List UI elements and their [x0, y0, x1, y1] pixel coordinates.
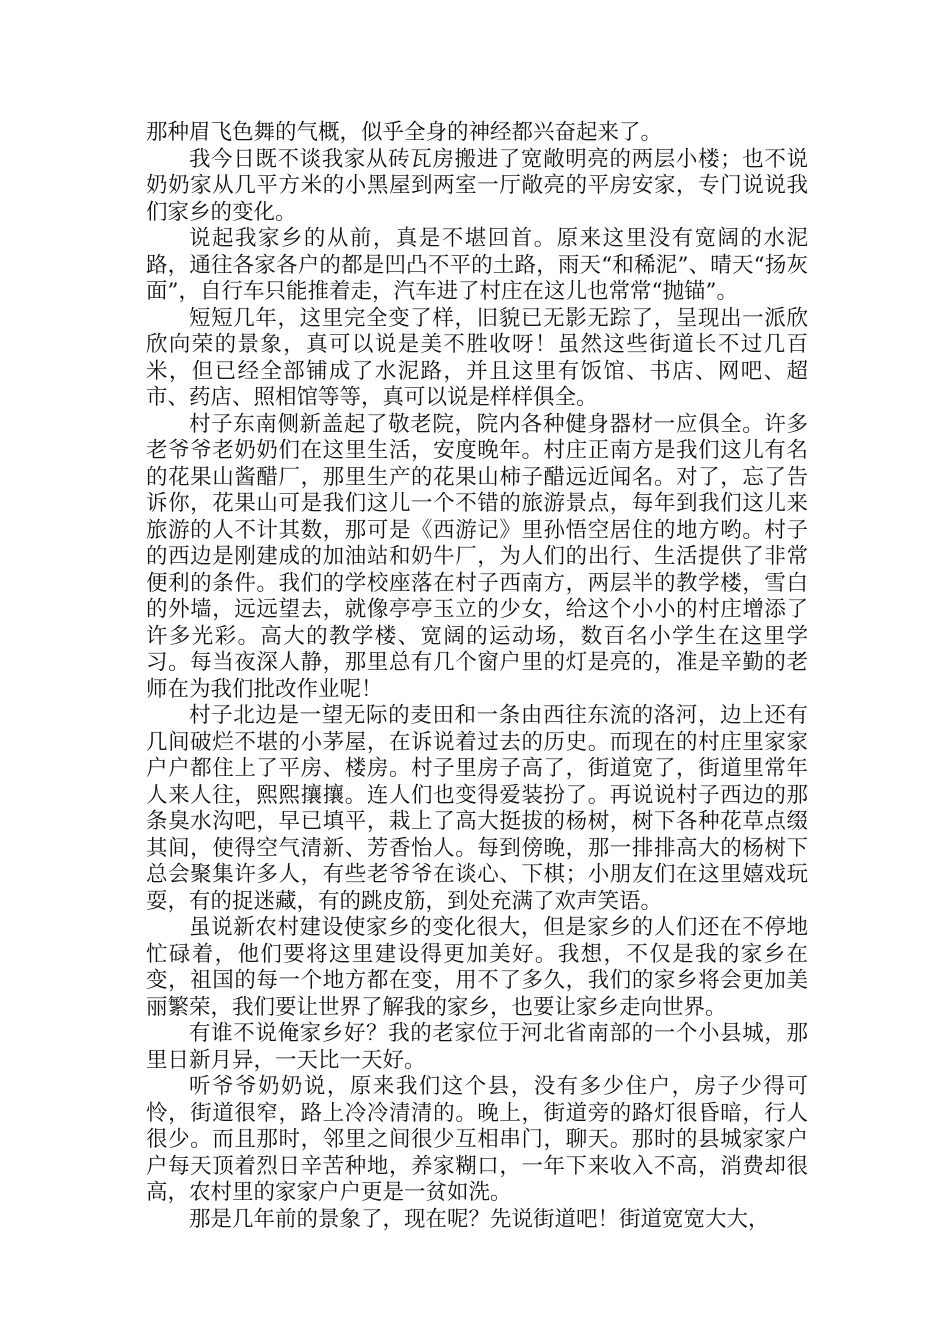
paragraph-7: 虽说新农村建设使家乡的变化很大，但是家乡的人们还在不停地忙碌着，他们要将这里建设得更加美好。我想，不仅是我的家乡在变，祖国的每一个地方都在变，用不了多久，我们的家乡将会更加美丽繁荣，我们要让世界了解我的家乡，也要让家乡走向世界。 [146, 915, 808, 1020]
paragraph-10: 那是几年前的景象了，现在呢？先说街道吧！街道宽宽大大， [189, 1206, 770, 1232]
paragraph-3: 说起我家乡的从前，真是不堪回首。原来这里没有宽阔的水泥路，通往各家各户的都是凹凸不平的土路，雨天“和稀泥”、晴天“扬灰面”，自行车只能推着走，汽车进了村庄在这儿也常常“抛锚”。 [146, 226, 808, 304]
document-body [146, 120, 808, 1233]
paragraph-4: 短短几年，这里完全变了样，旧貌已无影无踪了，呈现出一派欣欣向荣的景象，真可以说是美不胜收呀！虽然这些街道长不过几百米，但已经全部铺成了水泥路，并且这里有饭馆、书店、网吧、超市、药店、照相馆等等，真可以说是样样俱全。 [146, 305, 808, 410]
paragraph-6: 村子北边是一望无际的麦田和一条由西往东流的洛河，边上还有几间破烂不堪的小茅屋，在诉说着过去的历史。而现在的村庄里家家户户都住上了平房、楼房。村子里房子高了，街道宽了，街道里常年人来人往，熙熙攘攘。连人们也变得爱装扮了。再说说村子西边的那条臭水沟吧，早已填平，栽上了高大挺拔的杨树，树下各种花草点缀其间，使得空气清新、芳香怡人。每到傍晚，那一排排高大的杨树下总会聚集许多人，有些老爷爷在谈心、下棋；小朋友们在这里嬉戏玩耍，有的捉迷藏，有的跳皮筋，到处充满了欢声笑语。 [146, 703, 808, 914]
paragraph-9: 听爷爷奶奶说，原来我们这个县，没有多少住户，房子少得可怜，街道很窄，路上冷冷清清的。晚上，街道旁的路灯很昏暗，行人很少。而且那时，邻里之间很少互相串门，聊天。那时的县城家家户户每天顶着烈日辛苦种地，养家糊口，一年下来收入不高，消费却很高，农村里的家家户户更是一贫如洗。 [146, 1074, 808, 1205]
paragraph-1: 那种眉飞色舞的气概，似乎全身的神经都兴奋起来了。 [146, 120, 663, 145]
paragraph-2: 我今日既不谈我家从砖瓦房搬进了宽敞明亮的两层小楼；也不说奶奶家从几平方米的小黑屋到两室一厅敞亮的平房安家，专门说说我们家乡的变化。 [146, 146, 808, 225]
paragraph-8: 有谁不说俺家乡好？我的老家位于河北省南部的一个小县城，那里日新月异，一天比一天好。 [146, 1021, 808, 1073]
paragraph-5: 村子东南侧新盖起了敬老院，院内各种健身器材一应俱全。许多老爷爷老奶奶们在这里生活，安度晚年。村庄正南方是我们这儿有名的花果山酱醋厂，那里生产的花果山柿子醋远近闻名。对了，忘了告诉你，花果山可是我们这儿一个不错的旅游景点，每年到我们这儿来旅游的人不计其数，那可是《西游记》里孙悟空居住的地方哟。村子的西边是刚建成的加油站和奶牛厂，为人们的出行、生活提供了非常便利的条件。我们的学校座落在村子西南方，两层半的教学楼，雪白的外墙，远远望去，就像亭亭玉立的少女，给这个小小的村庄增添了许多光彩。高大的教学楼、宽阔的运动场，数百名小学生在这里学习。每当夜深人静，那里总有几个窗户里的灯是亮的，准是辛勤的老师在为我们批改作业呢！ [146, 411, 808, 702]
